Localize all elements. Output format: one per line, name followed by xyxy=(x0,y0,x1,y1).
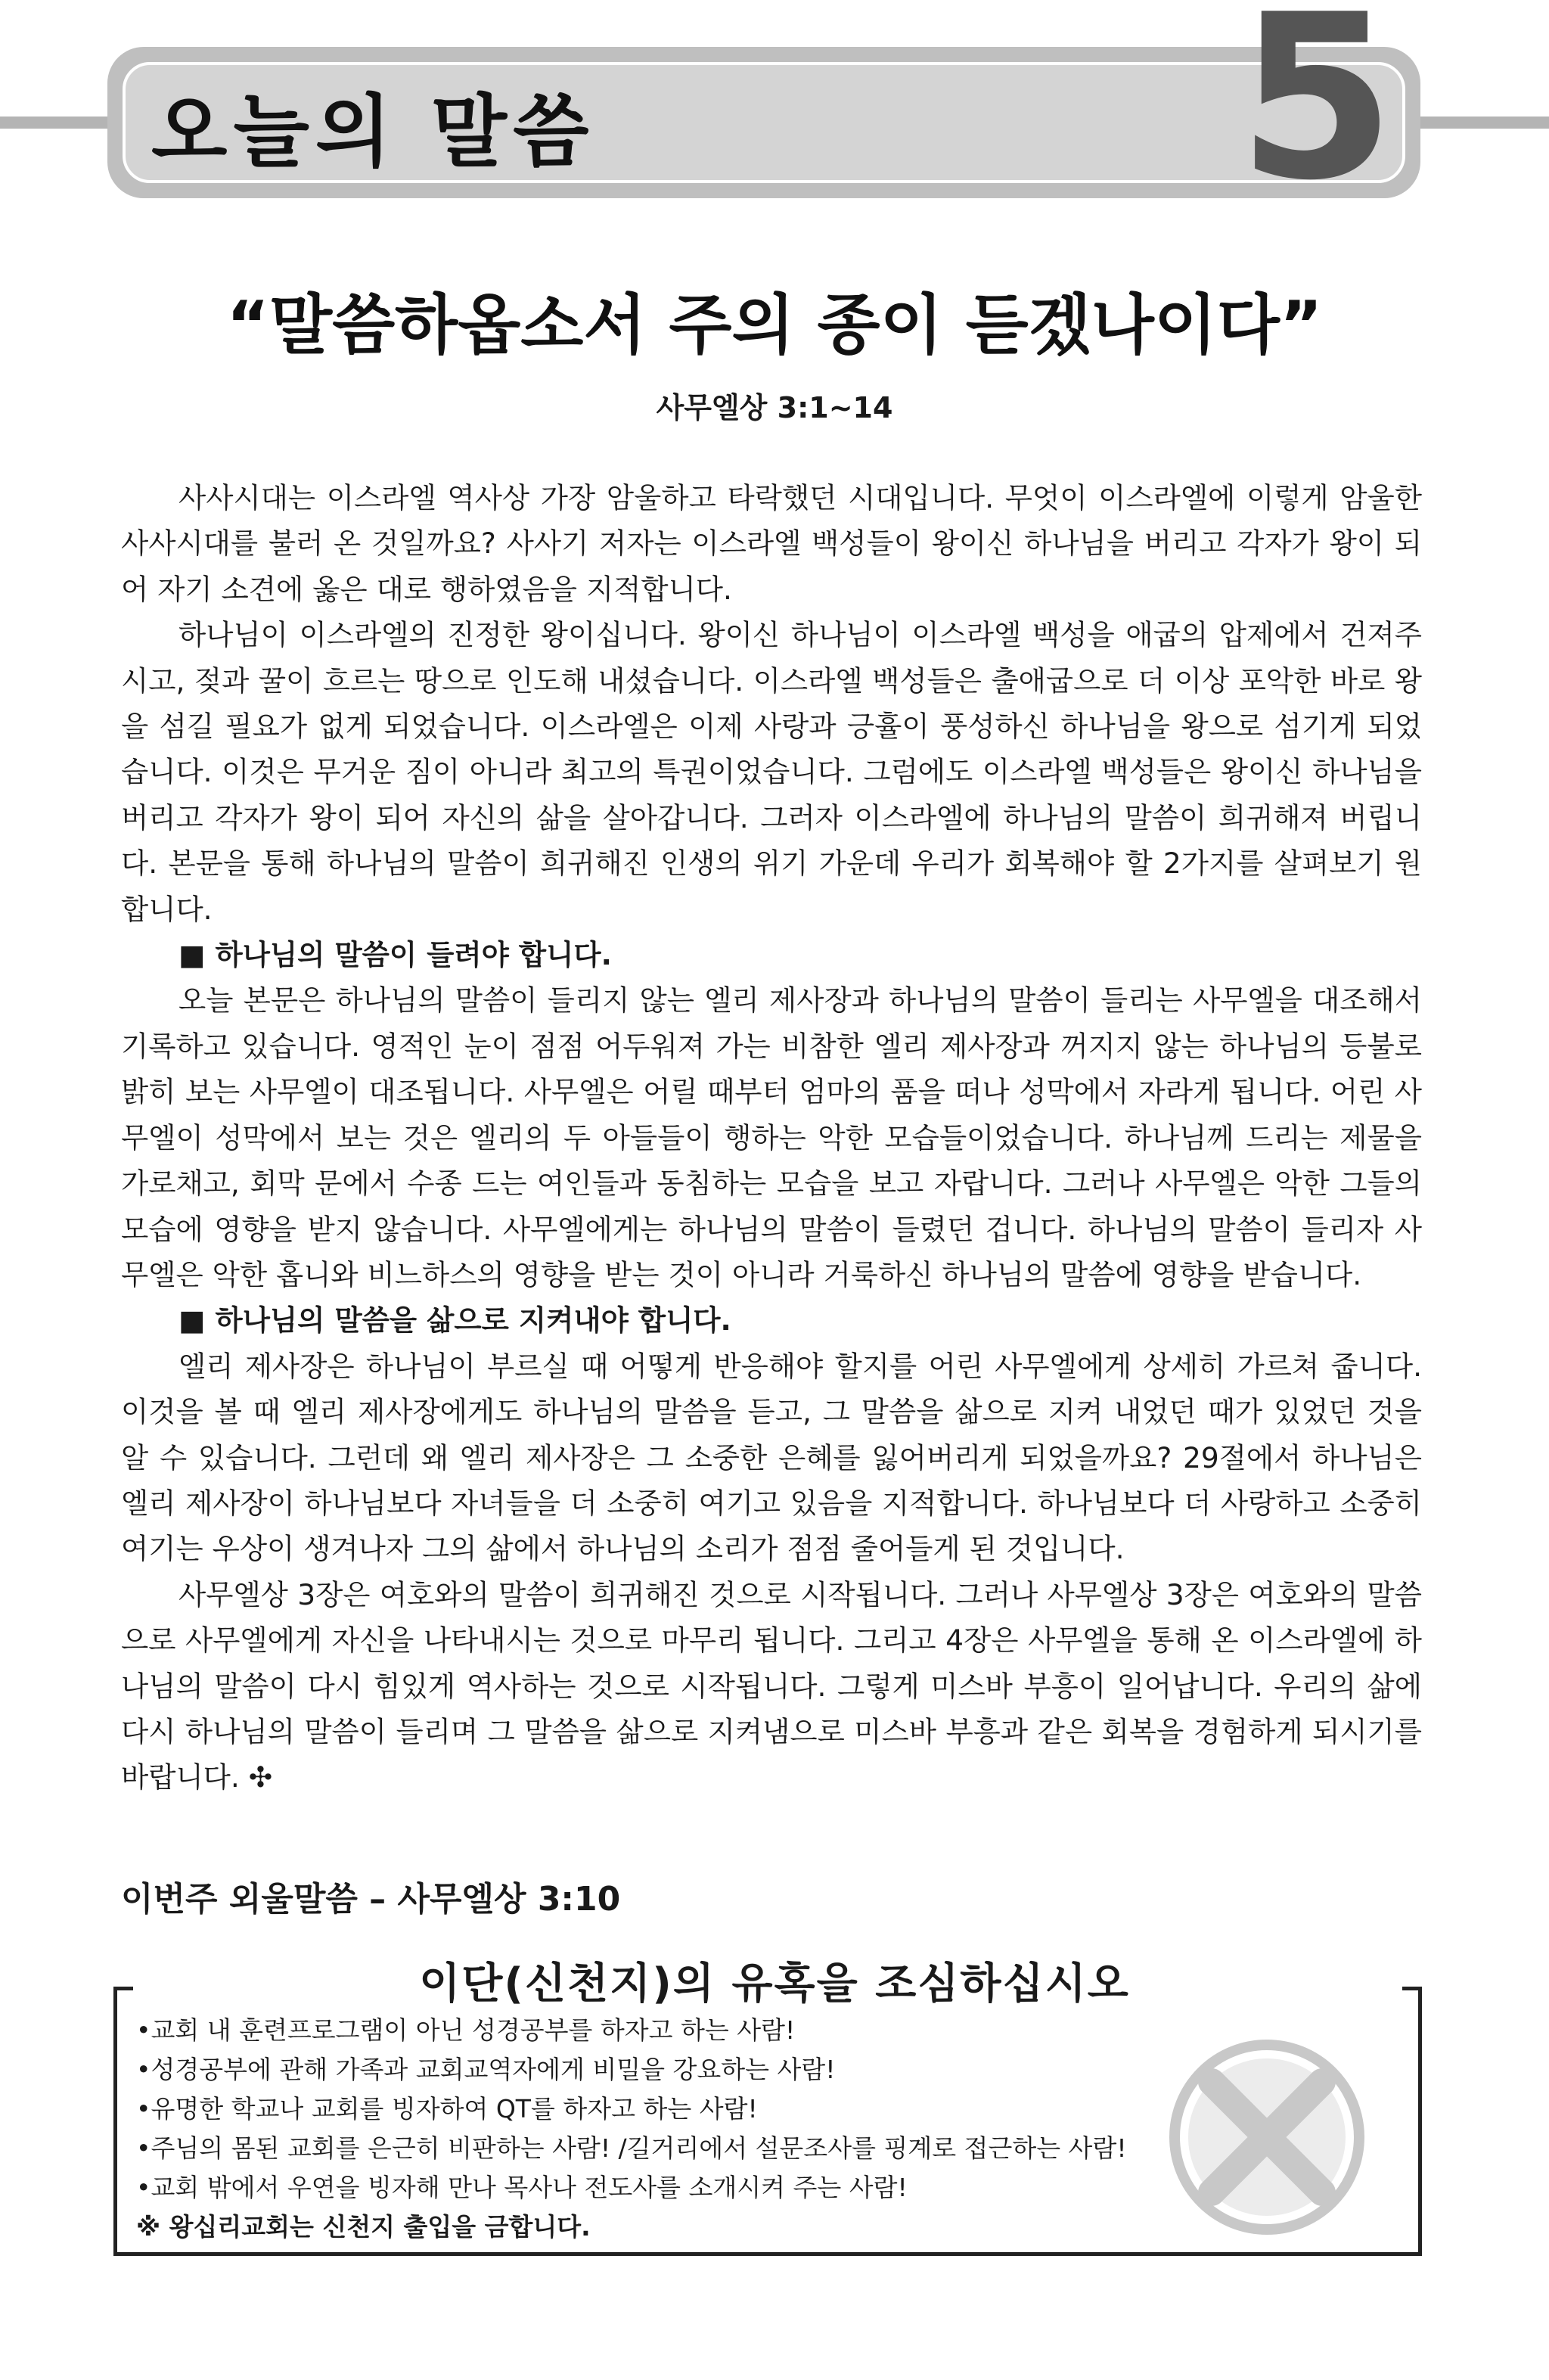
sermon-title: “말씀하옵소서 주의 종이 듣겠나이다” xyxy=(226,287,1323,363)
scripture-reference: 사무엘상 3:1~14 xyxy=(656,391,893,424)
list-item: •교회 밖에서 우연을 빙자해 만나 목사나 전도사를 소개시켜 주는 사람! xyxy=(136,2173,908,2202)
warning-note: ※ 왕십리교회는 신천지 출입을 금합니다. xyxy=(136,2212,591,2242)
list-item: •주님의 몸된 교회를 은근히 비판하는 사람! /길거리에서 설문조사를 핑계로 접근하는 사람! xyxy=(136,2133,1127,2163)
sermon-body xyxy=(121,475,1422,1801)
list-item: •교회 내 훈련프로그램이 아닌 성경공부를 하자고 하는 사람! xyxy=(136,2015,796,2045)
page-number: 5 xyxy=(1237,0,1395,230)
paragraph: 엘리 제사장은 하나님이 부르실 때 어떻게 반응해야 할지를 어린 사무엘에게 상세히 가르쳐 줍니다. 이것을 볼 때 엘리 제사장에게도 하나님의 말씀을 듣고, 그 말씀을 삶으로 지켜 내었던 때가 있었던 것을 알 수 있습니다. 그런데 왜 엘리 제사장은 그 소중한 은혜를 잃어버리게 되었을까요? 29절에서 하나님은 엘리 제사장이 하나님보다 자녀들을 더 소중히 여기고 있음을 지적합니다. 하나님보다 더 사랑하고 소중히 여기는 우상이 생겨나자 그의 삶에서 하나님의 소리가 점점 줄어들게 된 것입니다. xyxy=(121,1349,1422,1566)
paragraph: 오늘 본문은 하나님의 말씀이 들리지 않는 엘리 제사장과 하나님의 말씀이 들리는 사무엘을 대조해서 기록하고 있습니다. 영적인 눈이 점점 어두워져 가는 비참한 엘리 제사장과 꺼지지 않는 하나님의 등불로 밝히 보는 사무엘이 대조됩니다. 사무엘은 어릴 때부터 엄마의 품을 떠나 성막에서 자라게 됩니다. 어린 사무엘이 성막에서 보는 것은 엘리의 두 아들들이 행하는 악한 모습들이었습니다. 하나님께 드리는 제물을 가로채고, 회막 문에서 수종 드는 여인들과 동침하는 모습을 보고 자랍니다. 그러나 사무엘은 악한 그들의 모습에 영향을 받지 않습니다. 사무엘에게는 하나님의 말씀이 들렸던 겁니다. 하나님의 말씀이 들리자 사무엘은 악한 홉니와 비느하스의 영향을 받는 것이 아니라 거룩하신 하나님의 말씀에 영향을 받습니다. xyxy=(121,983,1422,1291)
section-title: 오늘의 말씀 xyxy=(151,85,595,178)
warning-title: 이단(신천지)의 유혹을 조심하십시오 xyxy=(419,1959,1130,2009)
paragraph: 사사시대는 이스라엘 역사상 가장 암울하고 타락했던 시대입니다. 무엇이 이스라엘에 이렇게 암울한 사사시대를 불러 온 것일까요? 사사기 저자는 이스라엘 백성들이 왕이신 하나님을 버리고 각자가 왕이 되어 자기 소견에 옳은 대로 행하였음을 지적합니다. xyxy=(121,481,1422,606)
warning-list xyxy=(136,2011,1407,2247)
list-item: •유명한 학교나 교회를 빙자하여 QT를 하자고 하는 사람! xyxy=(136,2094,758,2124)
point-heading: ■ 하나님의 말씀을 삶으로 지켜내야 합니다. xyxy=(178,1303,731,1338)
paragraph: 하나님이 이스라엘의 진정한 왕이십니다. 왕이신 하나님이 이스라엘 백성을 애굽의 압제에서 건져주시고, 젖과 꿀이 흐르는 땅으로 인도해 내셨습니다. 이스라엘 백성들은 출애굽으로 더 이상 포악한 바로 왕을 섬길 필요가 없게 되었습니다. 이스라엘은 이제 사랑과 긍휼이 풍성하신 하나님을 왕으로 섬기게 되었습니다. 이것은 무거운 짐이 아니라 최고의 특권이었습니다. 그럼에도 이스라엘 백성들은 왕이신 하나님을 버리고 각자가 왕이 되어 자신의 삶을 살아갑니다. 그러자 이스라엘에 하나님의 말씀이 희귀해져 버립니다. 본문을 통해 하나님의 말씀이 희귀해진 인생의 위기 가운데 우리가 회복해야 할 2가지를 살펴보기 원합니다. xyxy=(121,618,1422,926)
memory-verse: 이번주 외울말씀 – 사무엘상 3:10 xyxy=(121,1880,621,1919)
list-item: •성경공부에 관해 가족과 교회교역자에게 비밀을 강요하는 사람! xyxy=(136,2055,836,2084)
paragraph: 사무엘상 3장은 여호와의 말씀이 희귀해진 것으로 시작됩니다. 그러나 사무엘상 3장은 여호와의 말씀으로 사무엘에게 자신을 나타내시는 것으로 마무리 됩니다. 그리고 4장은 사무엘을 통해 온 이스라엘에 하나님의 말씀이 다시 힘있게 역사하는 것으로 시작됩니다. 그렇게 미스바 부흥이 일어납니다. 우리의 삶에 다시 하나님의 말씀이 들리며 그 말씀을 삶으로 지켜냄으로 미스바 부흥과 같은 회복을 경험하게 되시기를 바랍니다. ✣ xyxy=(121,1577,1422,1794)
point-heading: ■ 하나님의 말씀이 들려야 합니다. xyxy=(178,938,612,972)
